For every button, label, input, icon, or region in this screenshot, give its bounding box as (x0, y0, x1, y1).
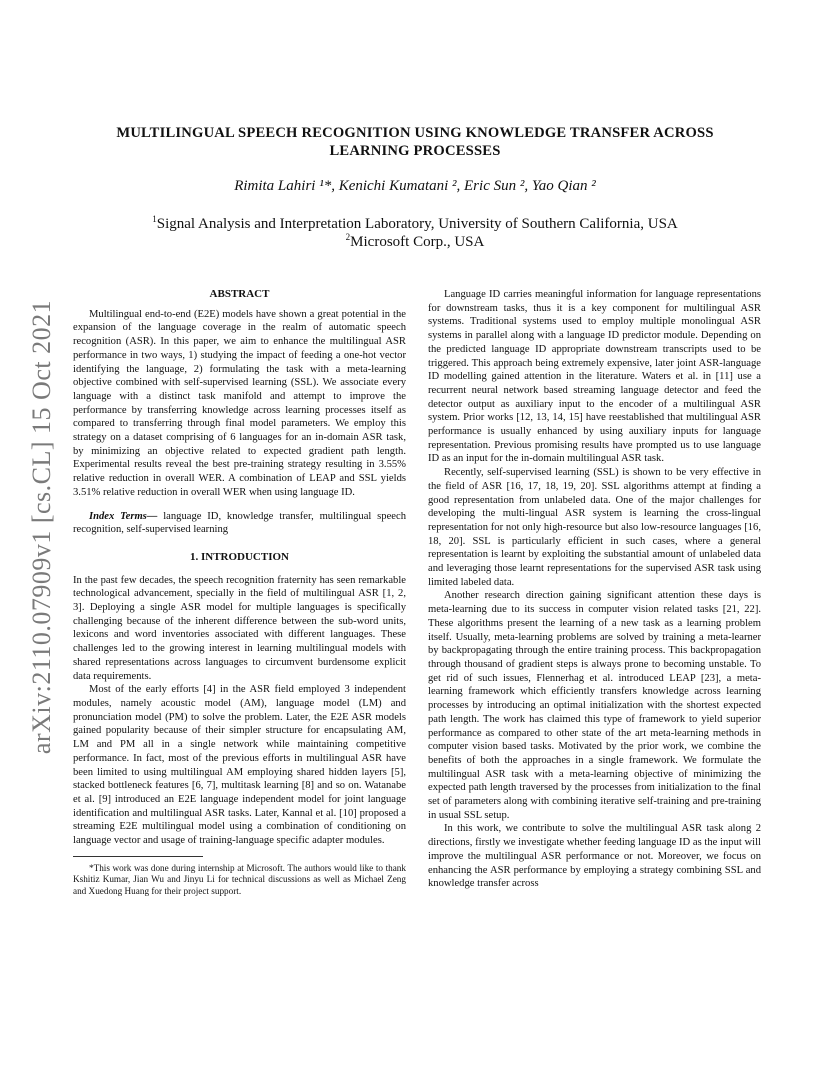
title-line-1: MULTILINGUAL SPEECH RECOGNITION USING KNOWLEDGE TRANSFER ACROSS (116, 125, 714, 141)
left-column (73, 288, 406, 898)
abstract-text: Multilingual end-to-end (E2E) models have shown a great potential in the expansion of the language coverage in the realm of automatic speech recognition (ASR). In this paper, we aim to enhance the multilingual ASR performance in two ways, 1) studying the impact of feeding a one-hot vector identifying the language, 2) formulating the task with a meta-learning objective combined with self-supervised learning (SSL). We associate every language with a distinct task manifold and attempt to improve the performance by transferring knowledge across learning processes itself as compared to transferring through final model parameters. We employ this strategy on a dataset comprising of 6 languages for an in-domain ASR task, by minimizing an objective related to expected gradient path length. Experimental results reveal the best pre-training strategy resulting in 3.55% relative reduction in overall WER. A combination of LEAP and SSL yields 3.51% relative reduction in overall WER when using language ID. (73, 308, 406, 498)
index-terms-label: Index Terms— (89, 510, 158, 522)
body-paragraph-ssl: Recently, self-supervised learning (SSL) is shown to be very effective in the field of ASR [16, 17, 18, 19, 20]. SSL algorithms attempt at finding a good representation from unlabeled data. One of the major challenges for developing the multi-lingual ASR system is learning the cross-lingual representation for not only high-resource but also low-resource languages [16, 18, 20]. SSL is particularly efficient in such cases, where a general representation is learnt by exploiting the substantial amount of unlabeled data and leveraging those learnt representations for the supervised ASR task using limited labeled data. (428, 467, 761, 588)
paper-title (80, 124, 750, 160)
footnote: *This work was done during internship at Microsoft. The authors would like to thank Kshitiz Kumar, Jian Wu and Jinyu Li for technical discussions as well as Michael Zeng and Xuedong Huang for their project support. (73, 862, 406, 896)
affiliation-2: $^2$Microsoft Corp., USA (345, 232, 485, 250)
index-terms-text: language ID, knowledge transfer, multilingual speech recognition, self-supervised learning (73, 510, 406, 536)
arxiv-sidebar (22, 292, 62, 762)
introduction-heading: 1. INTRODUCTION (189, 550, 289, 563)
affiliations (80, 215, 750, 251)
title-line-2: LEARNING PROCESSES (329, 143, 501, 159)
abstract-heading: ABSTRACT (209, 288, 270, 300)
footnote-divider (73, 856, 203, 857)
index-terms (73, 510, 406, 537)
author-list: Rimita Lahiri ¹*, Kenichi Kumatani ², Eric Sun ², Yao Qian ² (234, 178, 596, 194)
right-column (428, 288, 761, 891)
intro-paragraph-1: In the past few decades, the speech recognition fraternity has seen remarkable technological advancement, specially in the field of multilingual ASR [1, 2, 3]. Deploying a single ASR model for multiple languages is specifically challenging because of the inherent difference between the sub-word units, lexicons and word inventories associated with different languages. These challenges led to the growing interest in learning multilingual models with shared representations across languages to circumvent burdensome explicit data requirements. (73, 574, 406, 682)
affiliation-1: $^1$Signal Analysis and Interpretation Laboratory, University of Southern California, USA (152, 214, 678, 232)
body-paragraph-contribution: In this work, we contribute to solve the multilingual ASR task along 2 directions, firstly we investigate whether feeding language ID as the input will improve the multilingual ASR performance or not. Moreover, we focus on enhancing the ASR performance by employing a strategy combining SSL and knowledge transfer across (428, 823, 761, 890)
body-paragraph-meta-learning: Another research direction gaining significant attention these days is meta-learning due to its success in computer vision related tasks [21, 22]. These algorithms present the learning of a new task as a learning problem itself. Usually, meta-learning problems are solved by training a meta-learner by backpropagating through the entire training process. This backpropagation through thousand of gradient steps is always prone to becoming unstable. To get rid of such issues, Flennerhag et al. introduced LEAP [23], a meta-learning framework which efficiently transfers knowledge across learning processes by introducing an optimal initialization with the shortest expected path length. The work has claimed this type of framework to yield superior performance as compared to other state of the art meta-learning methods in computer vision based tasks. Motivated by the prior work, we combine the benefits of both the approaches in a single framework. We formulate the multilingual ASR task with a meta-learning objective of minimizing the expected path length traversed by the processes from initialization to the final set of parameters along with combining iterative self-training and pre-training in usual SSL setup. (428, 590, 761, 821)
arxiv-identifier: arXiv:2110.07909v1 [cs.CL] 15 Oct 2021 (27, 299, 57, 755)
body-paragraph-language-id: Language ID carries meaningful information for language representations for downstream tasks, thus it is a key component for multilingual ASR systems. Traditional systems used to employ multiple monolingual ASR systems in parallel along with a language ID predictor module. Depending on the predicted language ID appropriate downstream transcripts used to be triggered. This approach being extremely expensive, later joint ASR-language ID modelling gained attention in the literature. Waters et al. in [11] use a recurrent neural network based streaming language detector and feed the detector output as auxiliary input to the encoder of a multilingual ASR system. Prior works [12, 13, 14, 15] have reestablished that multilingual ASR performance is usually enhanced by using auxiliary inputs for language representation. Previous promising results have prompted us to use language ID as an input for the in-domain multilingual ASR task. (428, 289, 761, 465)
intro-paragraph-2: Most of the early efforts [4] in the ASR field employed 3 independent modules, namely acoustic model (AM), language model (LM) and pronunciation model (PM) to solve the problem. Later, the E2E ASR models gained popularity because of their simpler structure for encapsulating AM, LM and PM all in a single network while maintaining competitive performance. In fact, most of the previous efforts in multilingual ASR have been limited to using multilingual AM employing shared hidden layers [5], stacked bottleneck features [6, 7], multitask learning [8] and so on. Watanabe et al. [9] introduced an E2E language independent model for joint language identification and multilingual ASR tasks. Later, Kannal et al. [10] proposed a streaming E2E multilingual model using a combination of conditioning on language vector and usage of training-language specific adapter modules. (73, 684, 406, 847)
